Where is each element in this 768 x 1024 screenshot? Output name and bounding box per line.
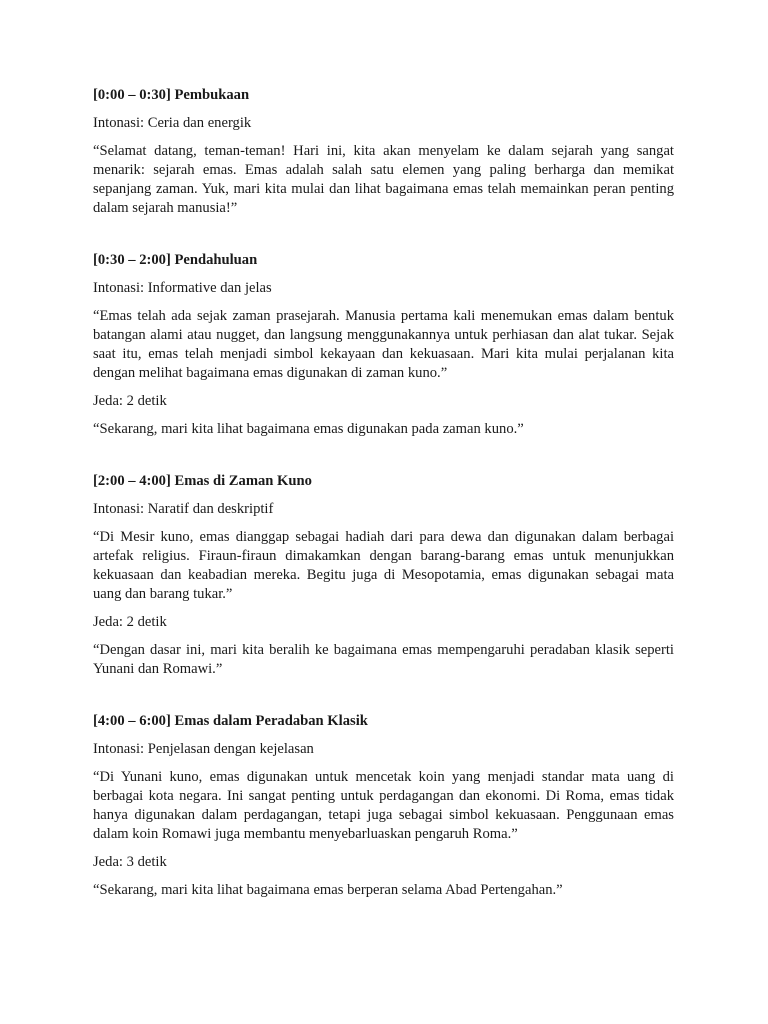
section-heading: [2:00 – 4:00] Emas di Zaman Kuno: [93, 473, 312, 489]
intonation-note: Intonasi: Naratif dan deskriptif: [93, 501, 274, 517]
transition-quote: “Sekarang, mari kita lihat bagaimana emas berperan selama Abad Pertengahan.”: [93, 882, 563, 898]
section-heading: [4:00 – 6:00] Emas dalam Peradaban Klasik: [93, 713, 368, 729]
script-quote: “Selamat datang, teman-teman! Hari ini, kita akan menyelam ke dalam sejarah yang sangat menarik: sejarah emas. Emas adalah salah satu elemen yang paling berharga dan memikat sepanjang zaman. Yuk, mari kita mulai dan lihat bagaimana emas telah memainkan peran penting dalam sejarah manusia!”: [93, 143, 674, 216]
section-pembukaan: [93, 86, 674, 218]
pause-note: Jeda: 3 detik: [93, 854, 167, 870]
section-zaman-kuno: [93, 472, 674, 679]
section-heading: [0:30 – 2:00] Pendahuluan: [93, 252, 258, 268]
script-quote: “Di Mesir kuno, emas dianggap sebagai hadiah dari para dewa dan digunakan dalam berbagai artefak religius. Firaun-firaun dimakamkan dengan barang-barang emas untuk menunjukkan kekuasaan dan keabadian mereka. Begitu juga di Mesopotamia, emas digunakan sebagai mata uang dan barang tukar.”: [93, 529, 674, 602]
intonation-note: Intonasi: Ceria dan energik: [93, 115, 252, 131]
script-quote: “Emas telah ada sejak zaman prasejarah. Manusia pertama kali menemukan emas dalam bentuk batangan alami atau nugget, dan langsung menggunakannya untuk perhiasan dan alat tukar. Sejak saat itu, emas telah menjadi simbol kekayaan dan kekuasaan. Mari kita mulai perjalanan kita dengan melihat bagaimana emas digunakan di zaman kuno.”: [93, 308, 674, 381]
script-quote: “Di Yunani kuno, emas digunakan untuk mencetak koin yang menjadi standar mata uang di berbagai kota negara. Ini sangat penting untuk perdagangan dan ekonomi. Di Roma, emas tidak hanya digunakan dalam perdagangan, tetapi juga sebagai simbol kekuasaan. Penggunaan emas dalam koin Romawi juga membantu menyebarluaskan pengaruh Roma.”: [93, 769, 674, 842]
transition-quote: “Dengan dasar ini, mari kita beralih ke bagaimana emas mempengaruhi peradaban klasik seperti Yunani dan Romawi.”: [93, 642, 674, 677]
section-heading: [0:00 – 0:30] Pembukaan: [93, 87, 250, 103]
transition-quote: “Sekarang, mari kita lihat bagaimana emas digunakan pada zaman kuno.”: [93, 421, 524, 437]
section-pendahuluan: [93, 251, 674, 439]
section-peradaban-klasik: [93, 712, 674, 900]
intonation-note: Intonasi: Informative dan jelas: [93, 280, 272, 296]
document-page: [93, 86, 674, 900]
intonation-note: Intonasi: Penjelasan dengan kejelasan: [93, 741, 314, 757]
pause-note: Jeda: 2 detik: [93, 614, 167, 630]
pause-note: Jeda: 2 detik: [93, 393, 167, 409]
